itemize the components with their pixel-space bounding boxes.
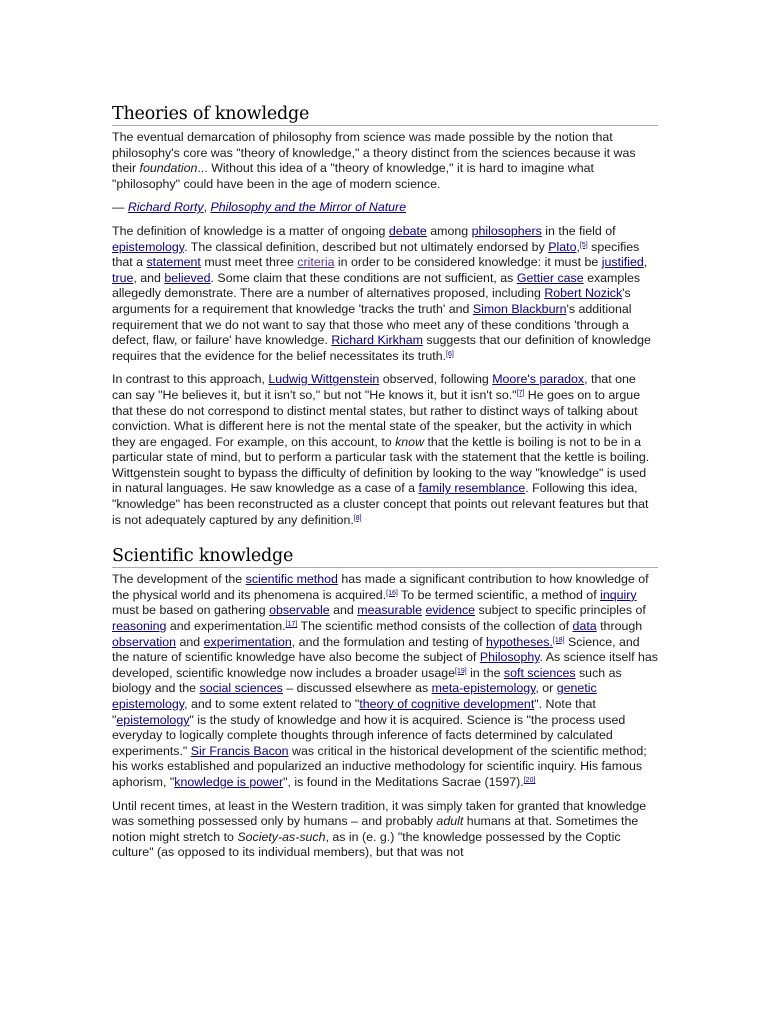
link-theory-of-cognitive-development[interactable]: theory of cognitive development xyxy=(359,697,535,711)
text-run: To be termed scientific, a method of xyxy=(397,587,601,602)
reference-19 xyxy=(455,668,467,675)
link-meta-epistemology[interactable]: meta-epistemology xyxy=(431,681,536,696)
quote-text: The eventual demarcation of philosophy from science was made possible by the notion that philosophy's core was "theory of knowledge," a theory distinct from the sciences because it was their xyxy=(112,130,636,176)
attribution-dash: — xyxy=(112,200,128,215)
link-criteria[interactable]: criteria xyxy=(297,255,335,270)
article-body xyxy=(112,104,658,861)
italic-society-as-such: Society-as-such xyxy=(237,829,326,844)
section-heading-theories-of-knowledge: Theories of knowledge xyxy=(112,104,658,126)
text-run: , or xyxy=(535,681,557,696)
text-run: " is the study of knowledge and how it is acquired. Science is "the process used everyday to logically complete thoughts through inference of facts determined by calculated experiments." xyxy=(112,712,626,758)
link-richard-rorty[interactable]: Richard Rorty xyxy=(127,200,204,215)
reference-8 xyxy=(354,515,362,522)
link-plato[interactable]: Plato, xyxy=(548,239,580,254)
text-run: and xyxy=(329,603,358,618)
text-run: . As science itself has developed, scientific knowledge now includes a broader usage xyxy=(112,650,658,680)
quote-italic-foundation: foundation xyxy=(139,161,198,176)
section-scientific-knowledge xyxy=(112,546,658,861)
reference-link-7[interactable]: [7] xyxy=(516,389,525,397)
text-run: examples allegedly demonstrate. There are a number of alternatives proposed, including xyxy=(112,270,641,301)
reference-link-8[interactable]: [8] xyxy=(353,514,362,522)
paragraph-western-tradition xyxy=(112,799,658,861)
link-epistemology-2[interactable]: epistemology xyxy=(116,712,190,727)
reference-17 xyxy=(286,621,298,628)
paragraph-definition-of-knowledge xyxy=(112,224,658,364)
link-soft-sciences[interactable]: soft sciences xyxy=(503,665,576,680)
paragraph-scientific-method xyxy=(112,572,658,790)
text-run: was critical in the historical development of the scientific method; his works established and popularized an inductive methodology for scientific inquiry. His famous aphorism, " xyxy=(112,743,647,789)
link-statement[interactable]: statement xyxy=(146,255,201,270)
link-scientific-method[interactable]: scientific method xyxy=(245,572,338,587)
link-inquiry[interactable]: inquiry xyxy=(600,587,637,602)
link-epistemology[interactable]: epistemology xyxy=(112,239,185,254)
text-run: in the field of xyxy=(541,223,616,238)
reference-6 xyxy=(446,351,454,358)
text-run: through xyxy=(596,619,643,634)
quote-attribution xyxy=(112,200,658,216)
text-run: The development of the xyxy=(112,572,246,587)
link-measurable[interactable]: measurable xyxy=(357,603,422,618)
text-run: in the xyxy=(466,665,504,680)
reference-link-18[interactable]: [18] xyxy=(552,636,565,644)
text-run: that the kettle is boiling is not to be in a particular state of mind, but to perform a particular task with the statement that the kettle is boiling. Wittgenstein sought to bypass the difficulty of definition by looking to the way "knowledge" is used in natural languages. He saw knowledge as a case of a xyxy=(112,434,650,496)
link-reasoning[interactable]: reasoning xyxy=(112,619,167,634)
text-run: ", is found in the Meditations Sacrae (1597). xyxy=(283,774,524,789)
attribution-separator: , xyxy=(203,200,211,215)
text-run: must meet three xyxy=(200,255,298,270)
text-run: subject to specific principles of xyxy=(475,603,646,618)
reference-link-16[interactable]: [16] xyxy=(386,589,398,597)
text-run: must be based on gathering xyxy=(112,603,270,618)
reference-link-6[interactable]: [6] xyxy=(446,350,454,358)
link-genetic-epistemology[interactable]: genetic epistemology xyxy=(112,681,597,711)
reference-18 xyxy=(553,637,565,644)
text-run: , xyxy=(643,255,648,270)
link-philosophers[interactable]: philosophers xyxy=(471,223,542,238)
link-richard-kirkham[interactable]: Richard Kirkham xyxy=(331,333,423,348)
text-run: among xyxy=(426,223,472,238)
text-run: , as in (e. g.) "the knowledge possessed by the Coptic culture" (as opposed to its individual members), but that was not xyxy=(112,829,621,860)
reference-20 xyxy=(524,777,536,784)
link-observable[interactable]: observable xyxy=(269,603,330,618)
text-run: ". Note that " xyxy=(112,697,596,727)
text-run: observed, following xyxy=(379,372,493,387)
link-philosophy[interactable]: Philosophy xyxy=(479,650,540,665)
text-run: 's additional requirement that we do not want to say that those who meet any of these conditions 'through a defect, flaw, or failure' have knowledge. xyxy=(112,301,632,348)
text-run: suggests that our definition of knowledge requires that the evidence for the belief necessitates its truth. xyxy=(112,333,651,363)
link-experimentation[interactable]: experimentation xyxy=(203,634,292,649)
text-run: Until recent times, at least in the Western tradition, it was simply taken for granted that knowledge was something possessed only by humans – and probably xyxy=(112,798,647,829)
link-sir-francis-bacon[interactable]: Sir Francis Bacon xyxy=(190,743,289,758)
link-data[interactable]: data xyxy=(572,619,597,634)
link-philosophy-mirror-of-nature[interactable]: Philosophy and the Mirror of Nature xyxy=(210,200,407,215)
link-simon-blackburn[interactable]: Simon Blackburn xyxy=(472,301,567,316)
text-run: and experimentation. xyxy=(166,619,286,634)
link-gettier-case[interactable]: Gettier case xyxy=(516,270,584,285)
text-run: specifies that a xyxy=(112,239,640,270)
text-run: In contrast to this approach, xyxy=(112,372,269,387)
text-run: The scientific method consists of the collection of xyxy=(297,619,573,634)
link-moores-paradox[interactable]: Moore's paradox xyxy=(492,372,585,387)
text-run: , that one can say "He believes it, but it isn't so," but not "He knows it, but it isn't so." xyxy=(112,372,636,402)
text-run: humans at that. Sometimes the notion might stretch to xyxy=(112,814,639,844)
link-family-resemblance[interactable]: family resemblance xyxy=(418,481,526,496)
reference-link-17[interactable]: [17] xyxy=(285,621,298,629)
link-observation[interactable]: observation xyxy=(112,634,177,649)
section-heading-scientific-knowledge: Scientific knowledge xyxy=(112,546,658,568)
text-run: He goes on to argue that these do not correspond to distinct mental states, but rather to distinct ways of talking about conviction. What is different here is not the mental state of the speaker, but the activity in which they are engaged. For example, on this account, to xyxy=(112,387,641,449)
reference-link-5[interactable]: [5] xyxy=(579,241,588,249)
link-knowledge-is-power[interactable]: knowledge is power xyxy=(174,774,284,789)
text-run: . The classical definition, described but not ultimately endorsed by xyxy=(184,239,549,254)
link-ludwig-wittgenstein[interactable]: Ludwig Wittgenstein xyxy=(268,372,380,387)
link-justified[interactable]: justified xyxy=(601,255,644,270)
text-run: has made a significant contribution to how knowledge of the physical world and its phenomena is acquired. xyxy=(112,572,649,602)
reference-16 xyxy=(386,590,398,597)
reference-link-19[interactable]: [19] xyxy=(455,667,467,675)
text-run: 's arguments for a requirement that knowledge 'tracks the truth' and xyxy=(112,286,631,316)
reference-5 xyxy=(580,242,588,249)
quote-text: ... Without this idea of a "theory of knowledge," it is hard to imagine what "philosophy" could have been in the age of modern science. xyxy=(112,161,594,191)
link-believed[interactable]: believed xyxy=(164,270,211,285)
reference-link-20[interactable]: [20] xyxy=(523,776,536,784)
link-evidence[interactable]: evidence xyxy=(425,603,476,618)
rorty-quote xyxy=(112,130,658,192)
link-hypotheses[interactable]: hypotheses. xyxy=(486,634,553,649)
text-run: in order to be considered knowledge: it must be xyxy=(334,255,602,270)
text-run: . Some claim that these conditions are not sufficient, as xyxy=(210,270,517,285)
text-run: such as biology and the xyxy=(112,665,622,696)
text-run: – discussed elsewhere as xyxy=(282,681,432,696)
text-run: , and the formulation and testing of xyxy=(291,634,487,649)
italic-know: know xyxy=(395,434,425,449)
text-run: Science, and the nature of scientific knowledge have also become the subject of xyxy=(112,634,640,665)
link-social-sciences[interactable]: social sciences xyxy=(199,681,283,696)
link-true[interactable]: true xyxy=(112,270,134,285)
text-run: and xyxy=(176,634,204,649)
link-robert-nozick[interactable]: Robert Nozick xyxy=(544,286,623,301)
text-run: , and to some extent related to " xyxy=(184,697,360,711)
paragraph-wittgenstein xyxy=(112,372,658,528)
text-run: The definition of knowledge is a matter of ongoing xyxy=(112,223,389,238)
italic-adult: adult xyxy=(436,814,464,829)
text-run: . Following this idea, "knowledge" has been reconstructed as a cluster concept that points out relevant features but that is not adequately captured by any definition. xyxy=(112,481,649,527)
link-debate[interactable]: debate xyxy=(388,223,427,238)
text-run: , and xyxy=(133,270,165,285)
